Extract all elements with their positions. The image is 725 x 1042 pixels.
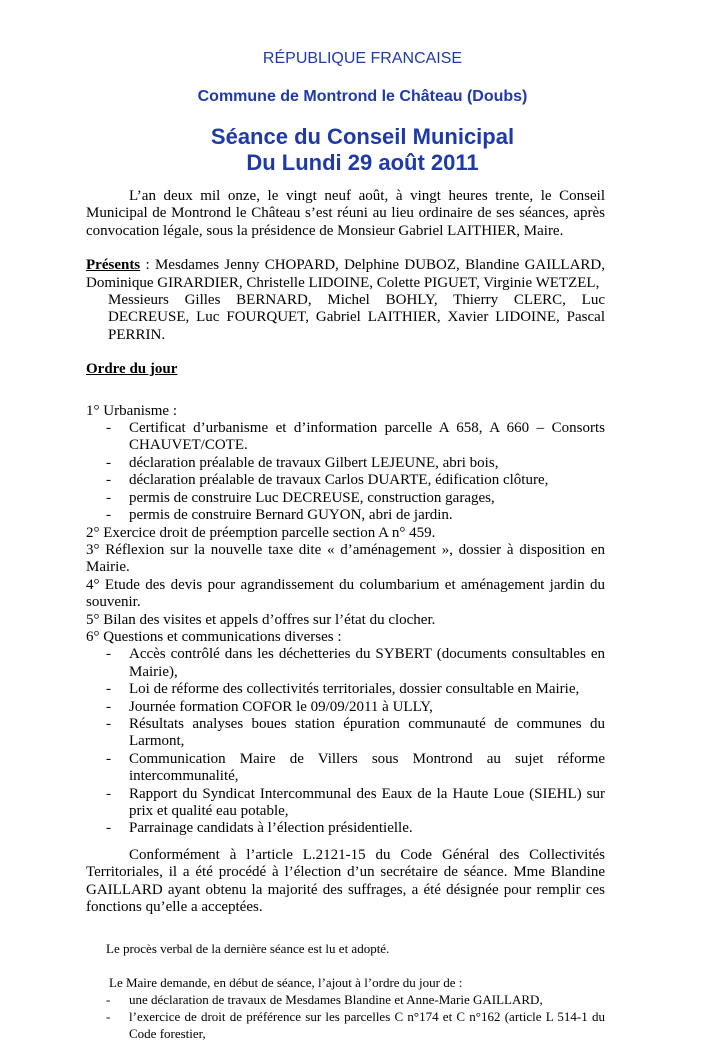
list-item: - déclaration préalable de travaux Carlos DUARTE, édification clôture, xyxy=(129,472,605,489)
agenda-item-5: 5° Bilan des visites et appels d’offres sur l’état du clocher. xyxy=(86,611,436,628)
list-item: - Accès contrôlé dans les déchetteries du SYBERT (documents consultables en Mairie), xyxy=(129,646,605,681)
agenda-item-4: 4° Etude des devis pour agrandissement du columbarium et aménagement jardin du souvenir. xyxy=(86,576,605,611)
agenda-heading xyxy=(86,361,605,378)
minutes-adoption: Le procès verbal de la dernière séance est lu et adopté. xyxy=(106,941,390,957)
presents-label: Présents xyxy=(86,257,141,274)
commune-heading: Commune de Montrond le Château (Doubs) xyxy=(197,88,528,105)
list-item: - une déclaration de travaux de Mesdames Blandine et Anne-Marie GAILLARD, xyxy=(129,991,605,1008)
list-item: - Loi de réforme des collectivités territoriales, dossier consultable en Mairie, xyxy=(129,681,605,698)
list-item: - permis de construire Luc DECREUSE, construction garages, xyxy=(129,490,605,507)
list-item: - Certificat d’urbanisme et d’information parcelle A 658, A 660 – Consorts CHAUVET/COTE. xyxy=(129,420,605,455)
intro-paragraph: L’an deux mil onze, le vingt neuf août, à vingt heures trente, le Conseil Municipal de Montrond le Château s’est réuni au lieu ordinaire de ses séances, après convocation légale, sous la présidence de Monsieur Gabriel LAITHIER, Maire. xyxy=(86,188,605,239)
session-date: Du Lundi 29 août 2011 xyxy=(246,150,479,175)
presents-gentlemen: Messieurs Gilles BERNARD, Michel BOHLY, Thierry CLERC, Luc DECREUSE, Luc FOURQUET, Gabriel LAITHIER, Xavier LIDOINE, Pascal PERRIN. xyxy=(108,292,605,343)
list-item: - l’exercice de droit de préférence sur les parcelles C n°174 et C n°162 (article L 514-1 du Code forestier, xyxy=(129,1008,605,1042)
list-item: - Communication Maire de Villers sous Montrond au sujet réforme intercommunalité, xyxy=(129,751,605,786)
presents-ladies-text: : Mesdames Jenny CHOPARD, Delphine DUBOZ, Blandine GAILLARD, Dominique GIRARDIER, Christelle LIDOINE, Colette PIGUET, Virginie WETZEL, xyxy=(86,257,605,291)
list-item: - Parrainage candidats à l’élection présidentielle. xyxy=(129,820,605,837)
document-body xyxy=(86,188,605,1042)
list-item: - déclaration préalable de travaux Gilbert LEJEUNE, abri bois, xyxy=(129,455,605,472)
list-item: - Journée formation COFOR le 09/09/2011 à ULLY, xyxy=(129,699,605,716)
republic-heading: RÉPUBLIQUE FRANCAISE xyxy=(262,50,463,67)
list-item: - Résultats analyses boues station épuration communauté de communes du Larmont, xyxy=(129,716,605,751)
agenda-item-6-list xyxy=(86,646,605,837)
agenda-item-1-list xyxy=(86,420,605,524)
mayor-request: Le Maire demande, en début de séance, l’ajout à l’ordre du jour de : xyxy=(109,975,463,991)
list-item: - permis de construire Bernard GUYON, abri de jardin. xyxy=(129,507,605,524)
agenda-item-2: 2° Exercice droit de préemption parcelle section A n° 459. xyxy=(86,524,436,541)
agenda-item-1: 1° Urbanisme : xyxy=(86,402,177,419)
presents-ladies xyxy=(86,257,605,292)
agenda-item-3: 3° Réflexion sur la nouvelle taxe dite « d’aménagement », dossier à disposition en Mairie. xyxy=(86,541,605,576)
secretary-paragraph: Conformément à l’article L.2121-15 du Code Général des Collectivités Territoriales, il a été procédé à l’élection d’un secrétaire de séance. Mme Blandine GAILLARD ayant obtenu la majorité des suffrages, a été désignée pour remplir ces fonctions qu’elle a acceptées. xyxy=(86,846,605,916)
closing-section xyxy=(86,940,605,1042)
mayor-request-list xyxy=(86,991,605,1042)
session-title: Séance du Conseil Municipal xyxy=(210,124,515,149)
agenda-heading-text: Ordre du jour xyxy=(86,361,178,378)
list-item: - Rapport du Syndicat Intercommunal des Eaux de la Haute Loue (SIEHL) sur prix et qualité eau potable, xyxy=(129,786,605,821)
agenda-item-6: 6° Questions et communications diverses : xyxy=(86,628,342,645)
